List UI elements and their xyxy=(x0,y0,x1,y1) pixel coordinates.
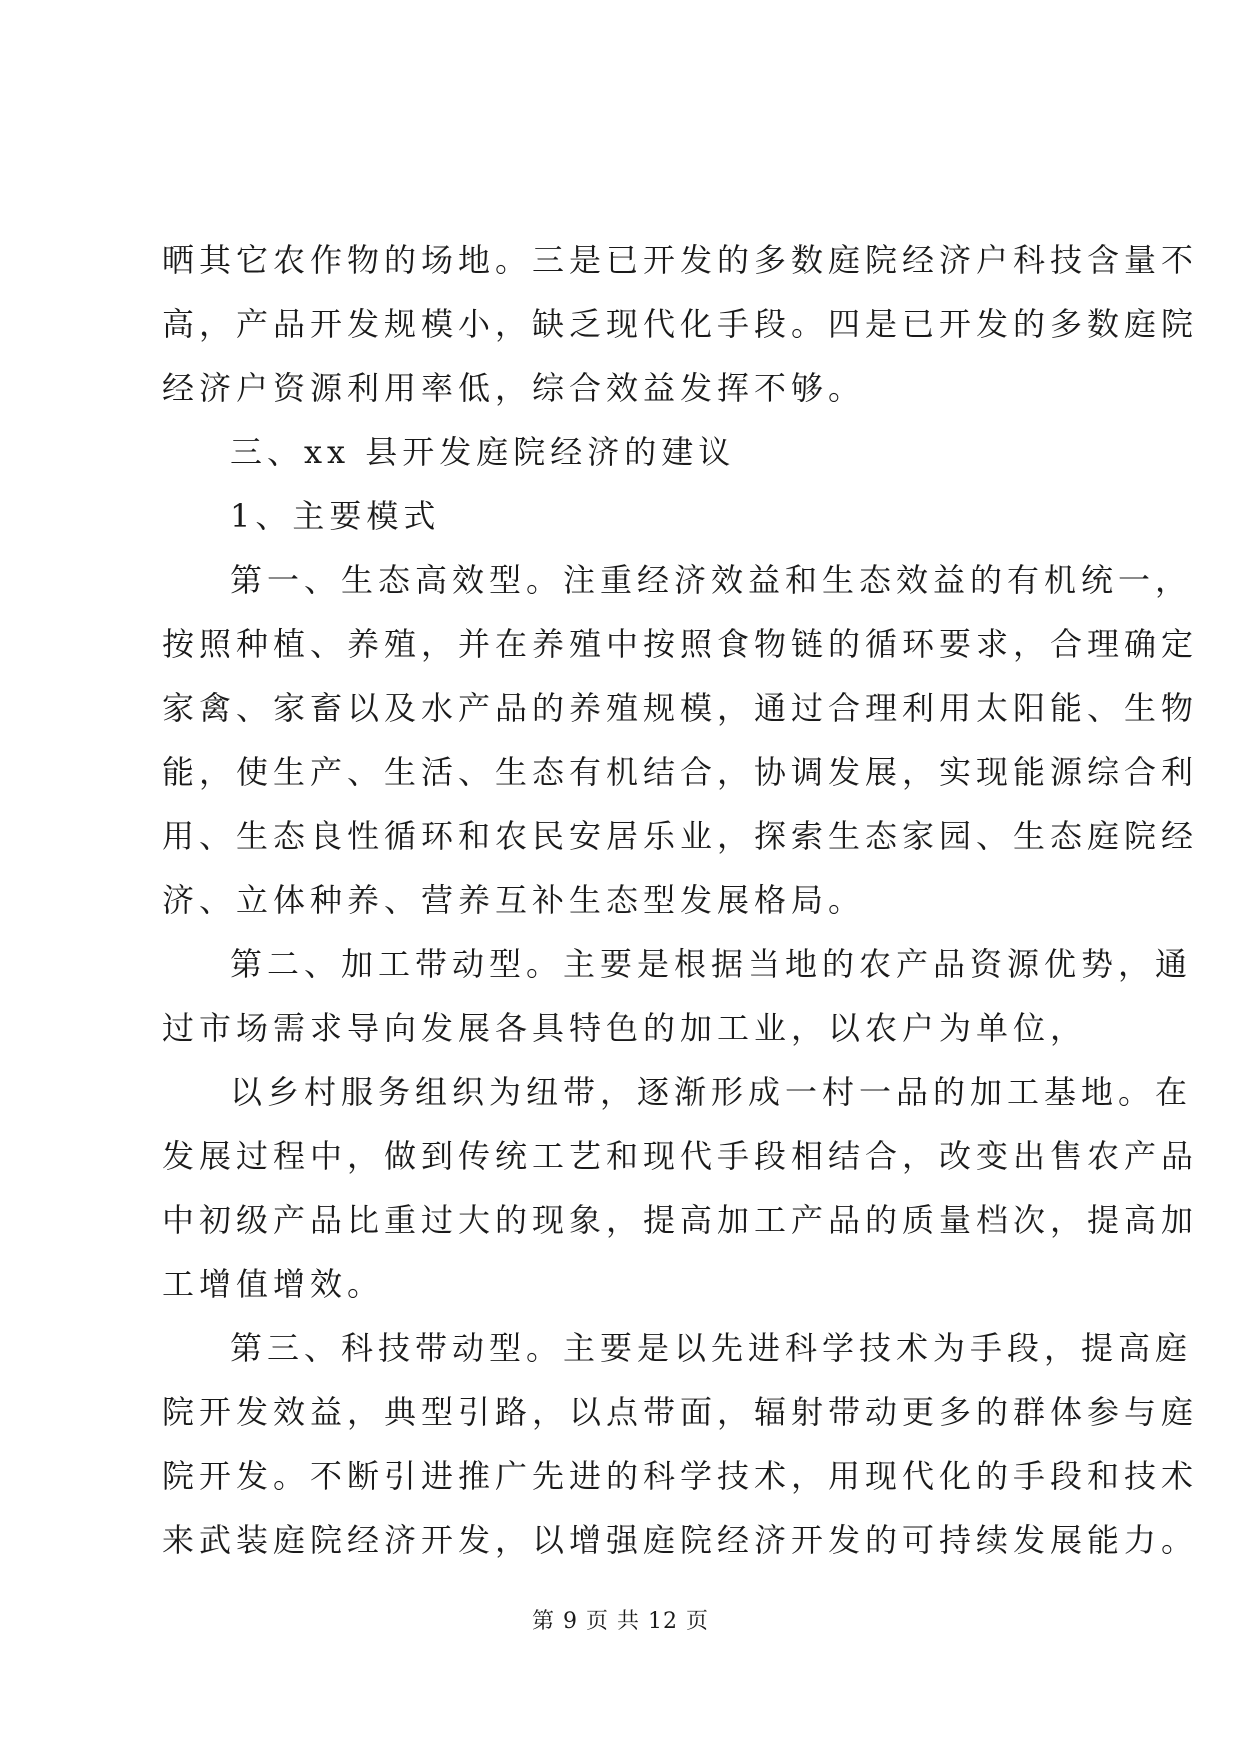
paragraph-ecological-type xyxy=(162,548,1199,932)
text-line: 工增值增效。 xyxy=(162,1265,385,1303)
text-line: 经济户资源利用率低，综合效益发挥不够。 xyxy=(162,369,866,407)
text-line: 发展过程中，做到传统工艺和现代手段相结合，改变出售农产品 xyxy=(162,1137,1199,1175)
text-line: 家禽、家畜以及水产品的养殖规模，通过合理利用太阳能、生物 xyxy=(162,689,1199,727)
paragraph-technology-type xyxy=(162,1316,1199,1572)
text-line: 来武装庭院经济开发，以增强庭院经济开发的可持续发展能力。 xyxy=(162,1521,1199,1559)
paragraph-processing-type xyxy=(162,932,1193,1060)
text-line: 院开发。不断引进推广先进的科学技术，用现代化的手段和技术 xyxy=(162,1457,1199,1495)
text-line: 按照种植、养殖，并在养殖中按照食物链的循环要求，合理确定 xyxy=(162,625,1199,663)
text-line: 高，产品开发规模小，缺乏现代化手段。四是已开发的多数庭院 xyxy=(162,305,1199,343)
paragraph-processing-continued xyxy=(162,1060,1199,1316)
text-line: 用、生态良性循环和农民安居乐业，探索生态家园、生态庭院经 xyxy=(162,817,1199,855)
text-line: 能，使生产、生活、生态有机结合，协调发展，实现能源综合利 xyxy=(162,753,1199,791)
text-line: 过市场需求导向发展各具特色的加工业，以农户为单位， xyxy=(162,1009,1088,1047)
heading-line: 三、xx 县开发庭院经济的建议 xyxy=(230,433,736,471)
text-line: 第一、生态高效型。注重经济效益和生态效益的有机统一， xyxy=(230,561,1193,599)
text-line: 第三、科技带动型。主要是以先进科学技术为手段，提高庭 xyxy=(230,1329,1193,1367)
document-body xyxy=(162,228,1199,1572)
text-line: 济、立体种养、营养互补生态型发展格局。 xyxy=(162,881,866,919)
section-heading-suggestions xyxy=(162,420,1082,484)
text-line: 以乡村服务组织为纽带，逐渐形成一村一品的加工基地。在 xyxy=(230,1073,1193,1111)
text-line: 中初级产品比重过大的现象，提高加工产品的质量档次，提高加 xyxy=(162,1201,1199,1239)
text-line: 院开发效益，典型引路，以点带面，辐射带动更多的群体参与庭 xyxy=(162,1393,1199,1431)
heading-line: 1、主要模式 xyxy=(230,497,441,535)
text-line: 晒其它农作物的场地。三是已开发的多数庭院经济户科技含量不 xyxy=(162,241,1199,279)
subsection-heading-main-modes xyxy=(162,484,1082,548)
paragraph-problems-continued xyxy=(162,228,1199,420)
page-number-footer: 第 9 页 共 12 页 xyxy=(532,1609,709,1634)
text-line: 第二、加工带动型。主要是根据当地的农产品资源优势，通 xyxy=(230,945,1193,983)
